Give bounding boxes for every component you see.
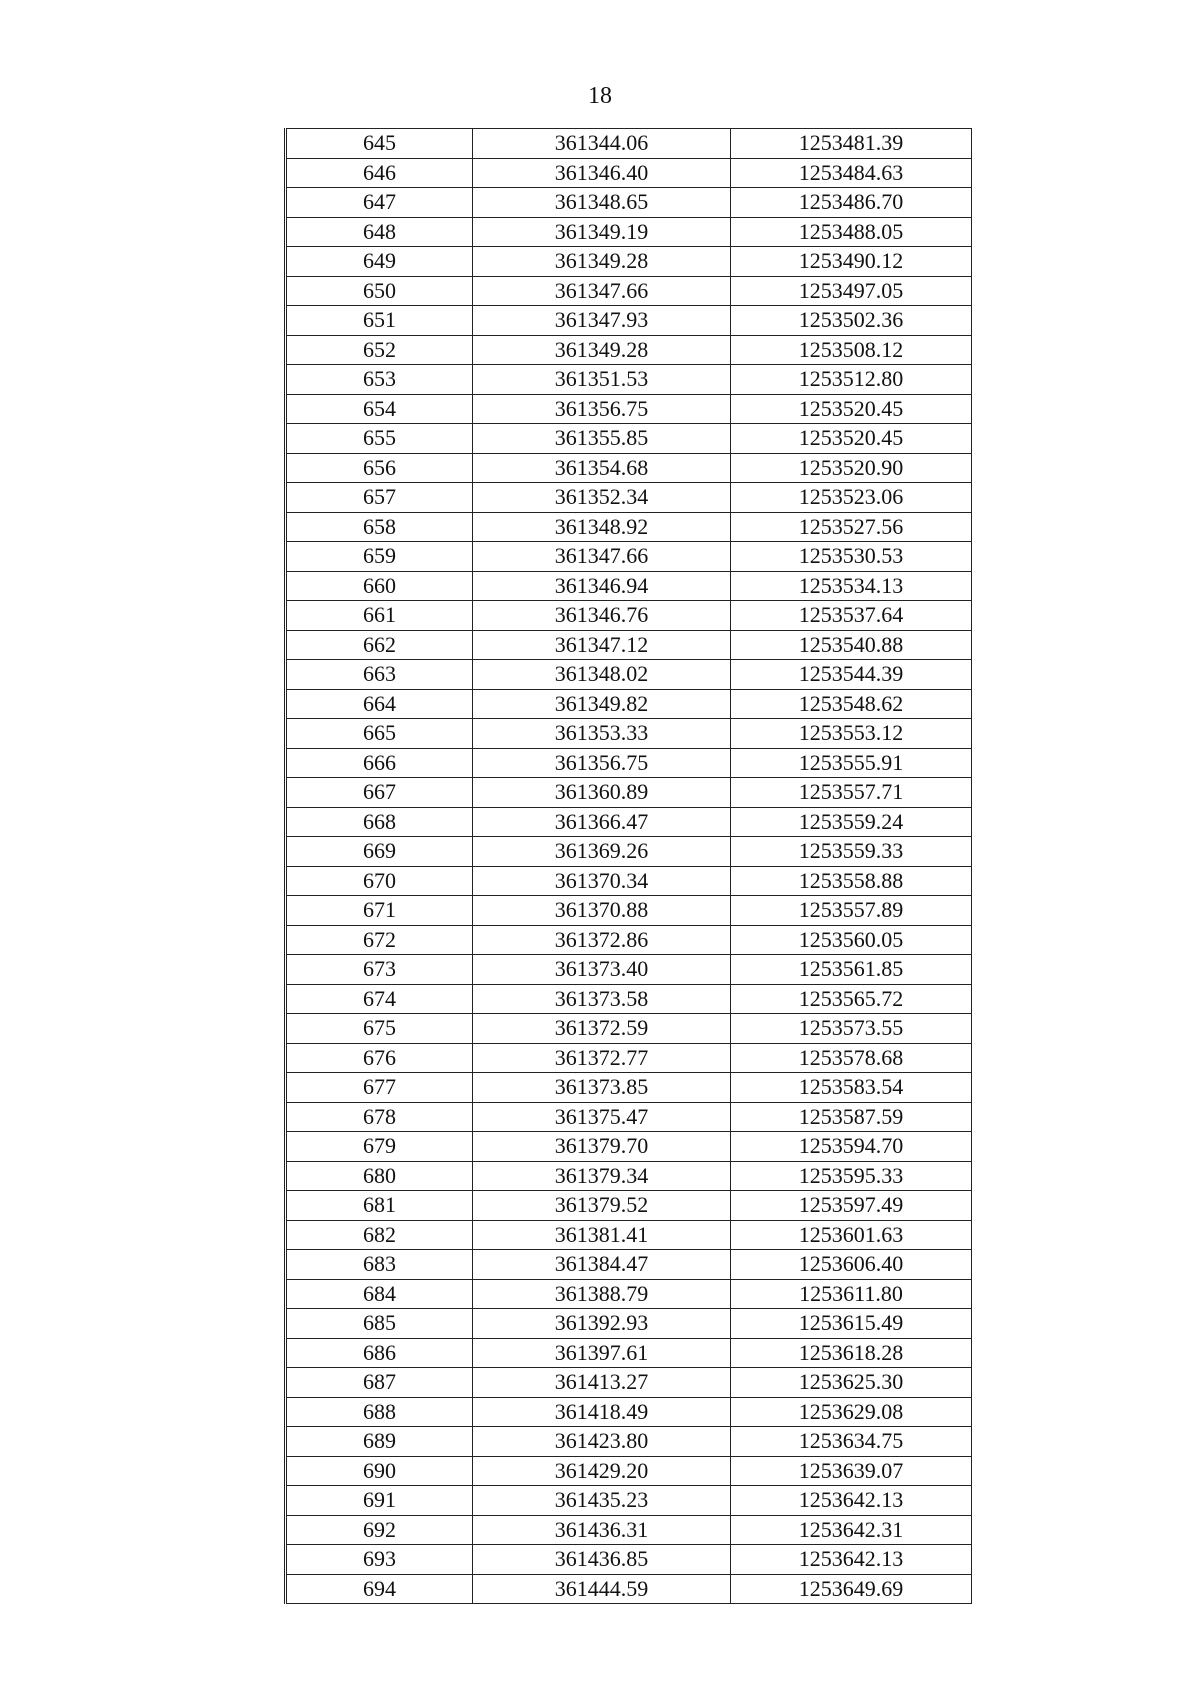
y-coordinate-cell: 1253553.12 xyxy=(731,719,972,749)
point-number-cell: 663 xyxy=(286,660,473,690)
y-coordinate-cell: 1253555.91 xyxy=(731,748,972,778)
point-number-cell: 672 xyxy=(286,925,473,955)
point-number-cell: 653 xyxy=(286,365,473,395)
point-number-cell: 670 xyxy=(286,866,473,896)
y-coordinate-cell: 1253502.36 xyxy=(731,306,972,336)
point-number-cell: 645 xyxy=(286,129,473,159)
table-row xyxy=(286,424,972,454)
x-coordinate-cell: 361347.93 xyxy=(473,306,731,336)
table-row xyxy=(286,689,972,719)
table-row xyxy=(286,483,972,513)
x-coordinate-cell: 361349.82 xyxy=(473,689,731,719)
table-row xyxy=(286,188,972,218)
point-number-cell: 658 xyxy=(286,512,473,542)
y-coordinate-cell: 1253512.80 xyxy=(731,365,972,395)
x-coordinate-cell: 361346.40 xyxy=(473,158,731,188)
table-row xyxy=(286,158,972,188)
point-number-cell: 693 xyxy=(286,1545,473,1575)
x-coordinate-cell: 361356.75 xyxy=(473,394,731,424)
table-row xyxy=(286,1427,972,1457)
y-coordinate-cell: 1253601.63 xyxy=(731,1220,972,1250)
x-coordinate-cell: 361366.47 xyxy=(473,807,731,837)
y-coordinate-cell: 1253527.56 xyxy=(731,512,972,542)
x-coordinate-cell: 361373.85 xyxy=(473,1073,731,1103)
y-coordinate-cell: 1253597.49 xyxy=(731,1191,972,1221)
point-number-cell: 664 xyxy=(286,689,473,719)
y-coordinate-cell: 1253578.68 xyxy=(731,1043,972,1073)
x-coordinate-cell: 361379.34 xyxy=(473,1161,731,1191)
x-coordinate-cell: 361379.70 xyxy=(473,1132,731,1162)
x-coordinate-cell: 361397.61 xyxy=(473,1338,731,1368)
y-coordinate-cell: 1253595.33 xyxy=(731,1161,972,1191)
table-row xyxy=(286,1043,972,1073)
table-row xyxy=(286,1368,972,1398)
table-row xyxy=(286,1309,972,1339)
point-number-cell: 689 xyxy=(286,1427,473,1457)
table-row xyxy=(286,335,972,365)
x-coordinate-cell: 361346.94 xyxy=(473,571,731,601)
x-coordinate-cell: 361372.86 xyxy=(473,925,731,955)
point-number-cell: 694 xyxy=(286,1574,473,1604)
table-row xyxy=(286,306,972,336)
point-number-cell: 655 xyxy=(286,424,473,454)
x-coordinate-cell: 361436.85 xyxy=(473,1545,731,1575)
table-row xyxy=(286,1220,972,1250)
x-coordinate-cell: 361384.47 xyxy=(473,1250,731,1280)
y-coordinate-cell: 1253558.88 xyxy=(731,866,972,896)
table-row xyxy=(286,748,972,778)
x-coordinate-cell: 361346.76 xyxy=(473,601,731,631)
y-coordinate-cell: 1253481.39 xyxy=(731,129,972,159)
x-coordinate-cell: 361372.77 xyxy=(473,1043,731,1073)
table-row xyxy=(286,1456,972,1486)
table-row xyxy=(286,630,972,660)
point-number-cell: 662 xyxy=(286,630,473,660)
y-coordinate-cell: 1253615.49 xyxy=(731,1309,972,1339)
point-number-cell: 667 xyxy=(286,778,473,808)
x-coordinate-cell: 361375.47 xyxy=(473,1102,731,1132)
x-coordinate-cell: 361429.20 xyxy=(473,1456,731,1486)
x-coordinate-cell: 361444.59 xyxy=(473,1574,731,1604)
x-coordinate-cell: 361373.40 xyxy=(473,955,731,985)
point-number-cell: 654 xyxy=(286,394,473,424)
x-coordinate-cell: 361370.34 xyxy=(473,866,731,896)
x-coordinate-cell: 361370.88 xyxy=(473,896,731,926)
table-row xyxy=(286,807,972,837)
x-coordinate-cell: 361348.65 xyxy=(473,188,731,218)
y-coordinate-cell: 1253537.64 xyxy=(731,601,972,631)
point-number-cell: 659 xyxy=(286,542,473,572)
y-coordinate-cell: 1253649.69 xyxy=(731,1574,972,1604)
table-row xyxy=(286,1191,972,1221)
x-coordinate-cell: 361344.06 xyxy=(473,129,731,159)
point-number-cell: 682 xyxy=(286,1220,473,1250)
point-number-cell: 674 xyxy=(286,984,473,1014)
point-number-cell: 681 xyxy=(286,1191,473,1221)
y-coordinate-cell: 1253573.55 xyxy=(731,1014,972,1044)
y-coordinate-cell: 1253534.13 xyxy=(731,571,972,601)
y-coordinate-cell: 1253606.40 xyxy=(731,1250,972,1280)
y-coordinate-cell: 1253618.28 xyxy=(731,1338,972,1368)
page-number: 18 xyxy=(588,83,612,109)
y-coordinate-cell: 1253642.13 xyxy=(731,1545,972,1575)
table-row xyxy=(286,1161,972,1191)
y-coordinate-cell: 1253559.33 xyxy=(731,837,972,867)
point-number-cell: 651 xyxy=(286,306,473,336)
y-coordinate-cell: 1253594.70 xyxy=(731,1132,972,1162)
table-row xyxy=(286,217,972,247)
y-coordinate-cell: 1253520.45 xyxy=(731,424,972,454)
x-coordinate-cell: 361360.89 xyxy=(473,778,731,808)
point-number-cell: 676 xyxy=(286,1043,473,1073)
x-coordinate-cell: 361392.93 xyxy=(473,1309,731,1339)
point-number-cell: 685 xyxy=(286,1309,473,1339)
y-coordinate-cell: 1253639.07 xyxy=(731,1456,972,1486)
x-coordinate-cell: 361372.59 xyxy=(473,1014,731,1044)
x-coordinate-cell: 361347.66 xyxy=(473,276,731,306)
point-number-cell: 673 xyxy=(286,955,473,985)
y-coordinate-cell: 1253642.13 xyxy=(731,1486,972,1516)
y-coordinate-cell: 1253561.85 xyxy=(731,955,972,985)
table-row xyxy=(286,1486,972,1516)
coordinates-table-body xyxy=(286,129,972,1604)
x-coordinate-cell: 361435.23 xyxy=(473,1486,731,1516)
point-number-cell: 661 xyxy=(286,601,473,631)
x-coordinate-cell: 361373.58 xyxy=(473,984,731,1014)
y-coordinate-cell: 1253642.31 xyxy=(731,1515,972,1545)
table-row xyxy=(286,1073,972,1103)
point-number-cell: 678 xyxy=(286,1102,473,1132)
y-coordinate-cell: 1253490.12 xyxy=(731,247,972,277)
y-coordinate-cell: 1253587.59 xyxy=(731,1102,972,1132)
point-number-cell: 690 xyxy=(286,1456,473,1486)
x-coordinate-cell: 361349.28 xyxy=(473,247,731,277)
table-row xyxy=(286,778,972,808)
y-coordinate-cell: 1253520.45 xyxy=(731,394,972,424)
point-number-cell: 650 xyxy=(286,276,473,306)
x-coordinate-cell: 361349.19 xyxy=(473,217,731,247)
y-coordinate-cell: 1253548.62 xyxy=(731,689,972,719)
point-number-cell: 683 xyxy=(286,1250,473,1280)
point-number-cell: 666 xyxy=(286,748,473,778)
point-number-cell: 660 xyxy=(286,571,473,601)
y-coordinate-cell: 1253625.30 xyxy=(731,1368,972,1398)
x-coordinate-cell: 361347.12 xyxy=(473,630,731,660)
x-coordinate-cell: 361418.49 xyxy=(473,1397,731,1427)
x-coordinate-cell: 361381.41 xyxy=(473,1220,731,1250)
x-coordinate-cell: 361348.92 xyxy=(473,512,731,542)
y-coordinate-cell: 1253560.05 xyxy=(731,925,972,955)
table-row xyxy=(286,1338,972,1368)
x-coordinate-cell: 361347.66 xyxy=(473,542,731,572)
table-row xyxy=(286,719,972,749)
point-number-cell: 675 xyxy=(286,1014,473,1044)
y-coordinate-cell: 1253484.63 xyxy=(731,158,972,188)
y-coordinate-cell: 1253523.06 xyxy=(731,483,972,513)
x-coordinate-cell: 361351.53 xyxy=(473,365,731,395)
point-number-cell: 665 xyxy=(286,719,473,749)
point-number-cell: 652 xyxy=(286,335,473,365)
table-row xyxy=(286,896,972,926)
y-coordinate-cell: 1253488.05 xyxy=(731,217,972,247)
table-row xyxy=(286,365,972,395)
point-number-cell: 669 xyxy=(286,837,473,867)
table-row xyxy=(286,1102,972,1132)
x-coordinate-cell: 361355.85 xyxy=(473,424,731,454)
y-coordinate-cell: 1253559.24 xyxy=(731,807,972,837)
table-row xyxy=(286,1132,972,1162)
x-coordinate-cell: 361369.26 xyxy=(473,837,731,867)
table-row xyxy=(286,601,972,631)
point-number-cell: 692 xyxy=(286,1515,473,1545)
table-row xyxy=(286,276,972,306)
point-number-cell: 677 xyxy=(286,1073,473,1103)
y-coordinate-cell: 1253540.88 xyxy=(731,630,972,660)
table-row xyxy=(286,571,972,601)
table-row xyxy=(286,984,972,1014)
x-coordinate-cell: 361379.52 xyxy=(473,1191,731,1221)
table-row xyxy=(286,1515,972,1545)
table-row xyxy=(286,512,972,542)
point-number-cell: 688 xyxy=(286,1397,473,1427)
point-number-cell: 691 xyxy=(286,1486,473,1516)
coordinates-table xyxy=(284,128,972,1604)
table-row xyxy=(286,1279,972,1309)
y-coordinate-cell: 1253520.90 xyxy=(731,453,972,483)
point-number-cell: 686 xyxy=(286,1338,473,1368)
x-coordinate-cell: 361436.31 xyxy=(473,1515,731,1545)
table-row xyxy=(286,453,972,483)
table-row xyxy=(286,247,972,277)
y-coordinate-cell: 1253508.12 xyxy=(731,335,972,365)
x-coordinate-cell: 361348.02 xyxy=(473,660,731,690)
table-row xyxy=(286,394,972,424)
table-row xyxy=(286,1545,972,1575)
y-coordinate-cell: 1253544.39 xyxy=(731,660,972,690)
x-coordinate-cell: 361352.34 xyxy=(473,483,731,513)
y-coordinate-cell: 1253629.08 xyxy=(731,1397,972,1427)
table-row xyxy=(286,925,972,955)
y-coordinate-cell: 1253530.53 xyxy=(731,542,972,572)
y-coordinate-cell: 1253497.05 xyxy=(731,276,972,306)
y-coordinate-cell: 1253634.75 xyxy=(731,1427,972,1457)
point-number-cell: 680 xyxy=(286,1161,473,1191)
y-coordinate-cell: 1253565.72 xyxy=(731,984,972,1014)
point-number-cell: 687 xyxy=(286,1368,473,1398)
table-row xyxy=(286,1014,972,1044)
table-row xyxy=(286,129,972,159)
point-number-cell: 679 xyxy=(286,1132,473,1162)
point-number-cell: 649 xyxy=(286,247,473,277)
table-row xyxy=(286,1574,972,1604)
y-coordinate-cell: 1253557.71 xyxy=(731,778,972,808)
y-coordinate-cell: 1253557.89 xyxy=(731,896,972,926)
x-coordinate-cell: 361423.80 xyxy=(473,1427,731,1457)
point-number-cell: 647 xyxy=(286,188,473,218)
point-number-cell: 657 xyxy=(286,483,473,513)
table-row xyxy=(286,542,972,572)
x-coordinate-cell: 361356.75 xyxy=(473,748,731,778)
point-number-cell: 656 xyxy=(286,453,473,483)
point-number-cell: 684 xyxy=(286,1279,473,1309)
table-row xyxy=(286,837,972,867)
y-coordinate-cell: 1253611.80 xyxy=(731,1279,972,1309)
point-number-cell: 668 xyxy=(286,807,473,837)
table-row xyxy=(286,955,972,985)
y-coordinate-cell: 1253583.54 xyxy=(731,1073,972,1103)
point-number-cell: 671 xyxy=(286,896,473,926)
table-row xyxy=(286,660,972,690)
point-number-cell: 646 xyxy=(286,158,473,188)
x-coordinate-cell: 361353.33 xyxy=(473,719,731,749)
x-coordinate-cell: 361354.68 xyxy=(473,453,731,483)
x-coordinate-cell: 361349.28 xyxy=(473,335,731,365)
table-row xyxy=(286,1250,972,1280)
y-coordinate-cell: 1253486.70 xyxy=(731,188,972,218)
x-coordinate-cell: 361413.27 xyxy=(473,1368,731,1398)
point-number-cell: 648 xyxy=(286,217,473,247)
x-coordinate-cell: 361388.79 xyxy=(473,1279,731,1309)
table-row xyxy=(286,1397,972,1427)
table-row xyxy=(286,866,972,896)
